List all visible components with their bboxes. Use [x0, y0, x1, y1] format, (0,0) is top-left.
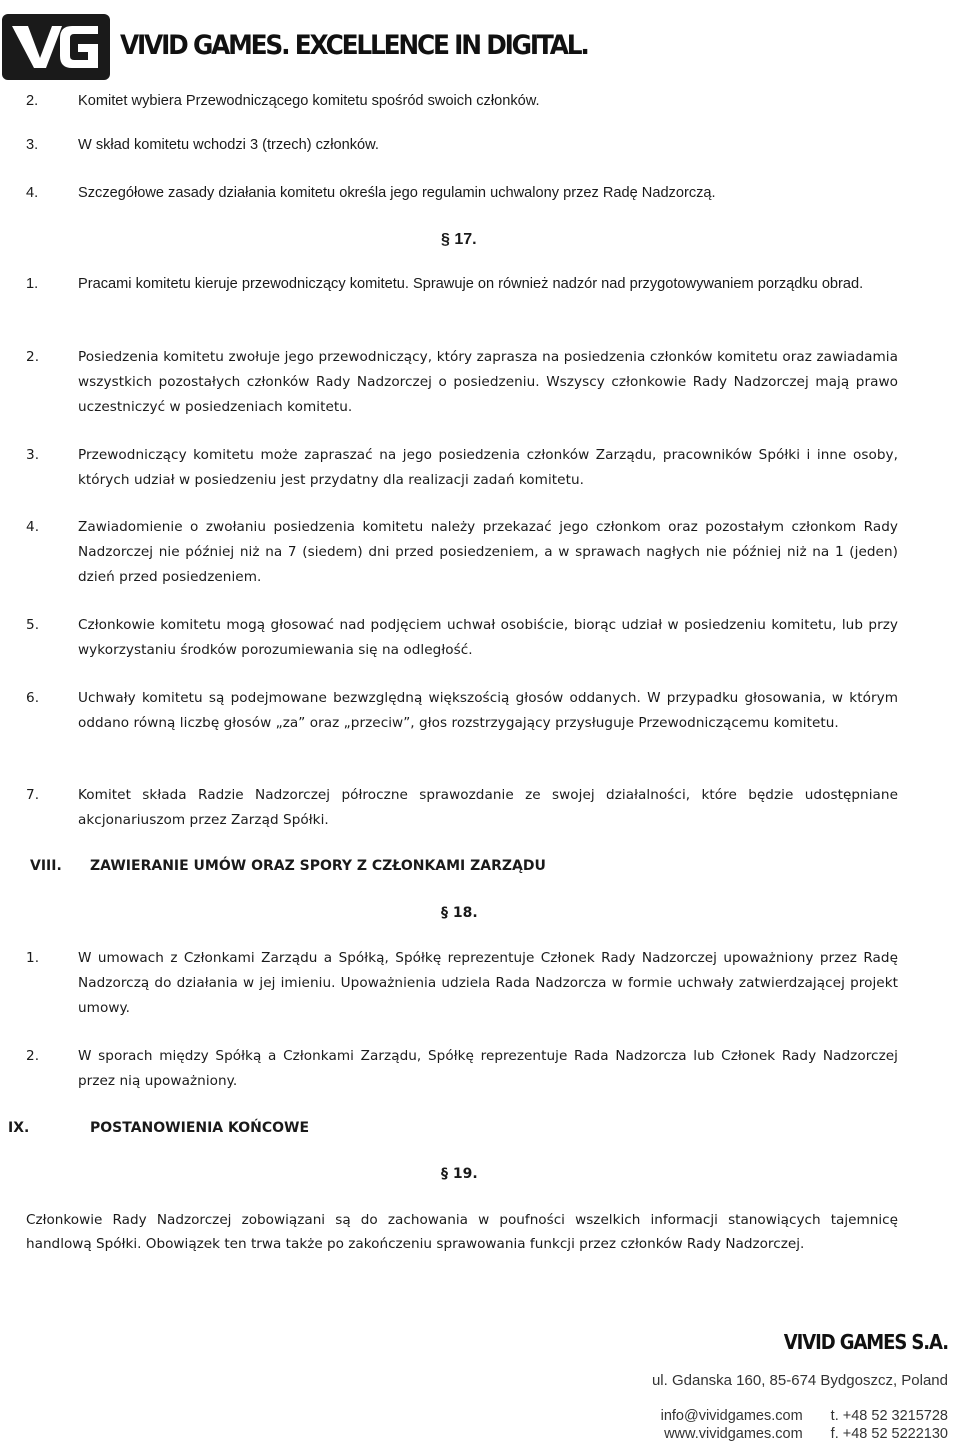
footer-web-contacts: [661, 1407, 803, 1443]
item-number: 2.: [26, 1048, 40, 1064]
list-item: [26, 613, 898, 663]
list-item: [26, 686, 898, 736]
item-text: Pracami komitetu kieruje przewodniczący komitetu. Sprawuje on również nadzór nad przygotowywaniem porządku obrad.: [78, 276, 864, 292]
item-number: 3.: [26, 447, 40, 463]
item-text: Zawiadomienie o zwołaniu posiedzenia komitetu należy przekazać jego członkom oraz pozostałym członkom Rady Nadzorczej nie później niż na 7 (siedem) dni przed posiedzeniem, a w sprawach nagłych nie później niż na 1 (jeden) dzień przed posiedzeniem.: [78, 519, 898, 585]
item-text: W sporach między Spółką a Członkami Zarządu, Spółkę reprezentuje Rada Nadzorcza lub Członek Rady Nadzorczej przez nią upoważniony.: [78, 1048, 898, 1089]
item-text: Przewodniczący komitetu może zapraszać na jego posiedzenia członków Zarządu, pracowników Spółki i inne osoby, których udział w posiedzeniu jest przydatny dla realizacji zadań komitetu.: [78, 447, 898, 488]
footer-website: www.vividgames.com: [664, 1426, 803, 1442]
paragraph-sign-19: § 19.: [441, 1166, 478, 1182]
list-item: [26, 272, 898, 297]
document-header: [0, 0, 960, 90]
paragraph-sign-18: § 18.: [441, 905, 478, 921]
footer-email: info@vividgames.com: [660, 1408, 803, 1424]
item-number: 4.: [26, 519, 40, 535]
item-text: Komitet wybiera Przewodniczącego komitetu spośród swoich członków.: [78, 93, 540, 109]
item-text: W skład komitetu wchodzi 3 (trzech) członków.: [78, 137, 379, 153]
paragraph-sign-17: § 17.: [441, 231, 477, 248]
footer-contacts: [588, 1407, 948, 1443]
list-item: [26, 181, 898, 206]
item-text: Komitet składa Radzie Nadzorczej półroczne sprawozdanie ze swojej działalności, które będzie udostępniane akcjonariuszom przez Zarząd Spółki.: [78, 787, 898, 828]
company-tagline: VIVID GAMES. EXCELLENCE IN DIGITAL.: [120, 30, 588, 61]
item-text: Uchwały komitetu są podejmowane bezwzględną większością głosów oddanych. W przypadku głosowania, w którym oddano równą liczbę głosów „za” oraz „przeciw”, głos rozstrzygający przysługuje Przewodniczącemu komitetu.: [78, 690, 898, 731]
item-number: 1.: [26, 950, 40, 966]
item-number: 2.: [26, 349, 40, 365]
item-number: 2.: [26, 93, 39, 109]
document-footer: [588, 1330, 948, 1443]
item-text: Członkowie komitetu mogą głosować nad podjęciem uchwał osobiście, biorąc udział w posiedzeniu komitetu, lub przy wykorzystaniu środków porozumiewania się na odległość.: [78, 617, 898, 658]
item-number: 6.: [26, 690, 40, 706]
list-item: [26, 345, 898, 420]
item-number: 3.: [26, 137, 39, 153]
item-text: Szczegółowe zasady działania komitetu określa jego regulamin uchwalony przez Radę Nadzorczą.: [78, 185, 716, 201]
item-number: 5.: [26, 617, 40, 633]
vivid-games-logo-icon: [2, 14, 110, 80]
item-text: W umowach z Członkami Zarządu a Spółką, Spółkę reprezentuje Członek Rady Nadzorczej upoważniony przez Radę Nadzorczą do działania w jej imieniu. Upoważnienia udziela Rada Nadzorcza w formie uchwały zatwierdzającej projekt umowy.: [78, 950, 898, 1016]
list-item: [26, 946, 898, 1021]
item-number: 4.: [26, 185, 39, 201]
item-number: 1.: [26, 276, 39, 292]
item-number: 7.: [26, 787, 40, 803]
footer-phone: t. +48 52 3215728: [830, 1408, 948, 1424]
section-title: ZAWIERANIE UMÓW ORAZ SPORY Z CZŁONKAMI ZARZĄDU: [90, 858, 546, 874]
list-item: [26, 783, 898, 833]
list-item: [26, 443, 898, 493]
footer-fax: f. +48 52 5222130: [830, 1426, 948, 1442]
footer-address: ul. Gdanska 160, 85-674 Bydgoszcz, Poland: [651, 1372, 948, 1389]
item-text: Posiedzenia komitetu zwołuje jego przewodniczący, który zaprasza na posiedzenia członków komitetu oraz zawiadamia wszystkich pozostałych członków Rady Nadzorczej o posiedzeniu. Wszyscy członkowie Rady Nadzorczej mają prawo uczestniczyć w posiedzeniach komitetu.: [78, 349, 898, 415]
list-item: [26, 1044, 898, 1094]
section-title: POSTANOWIENIA KOŃCOWE: [90, 1120, 310, 1136]
list-item: [26, 133, 898, 158]
footer-phone-contacts: [831, 1407, 948, 1443]
list-item: [26, 515, 898, 590]
closing-paragraph: Członkowie Rady Nadzorczej zobowiązani są do zachowania w poufności wszelkich informacji stanowiących tajemnicę handlową Spółki. Obowiązek ten trwa także po zakończeniu sprawowania funkcji przez członków Rady Nadzorczej.: [26, 1212, 898, 1252]
section-number: VIII.: [30, 858, 62, 874]
section-number: IX.: [8, 1120, 30, 1136]
footer-company-name: VIVID GAMES S.A.: [783, 1330, 948, 1354]
list-item: [26, 89, 898, 114]
